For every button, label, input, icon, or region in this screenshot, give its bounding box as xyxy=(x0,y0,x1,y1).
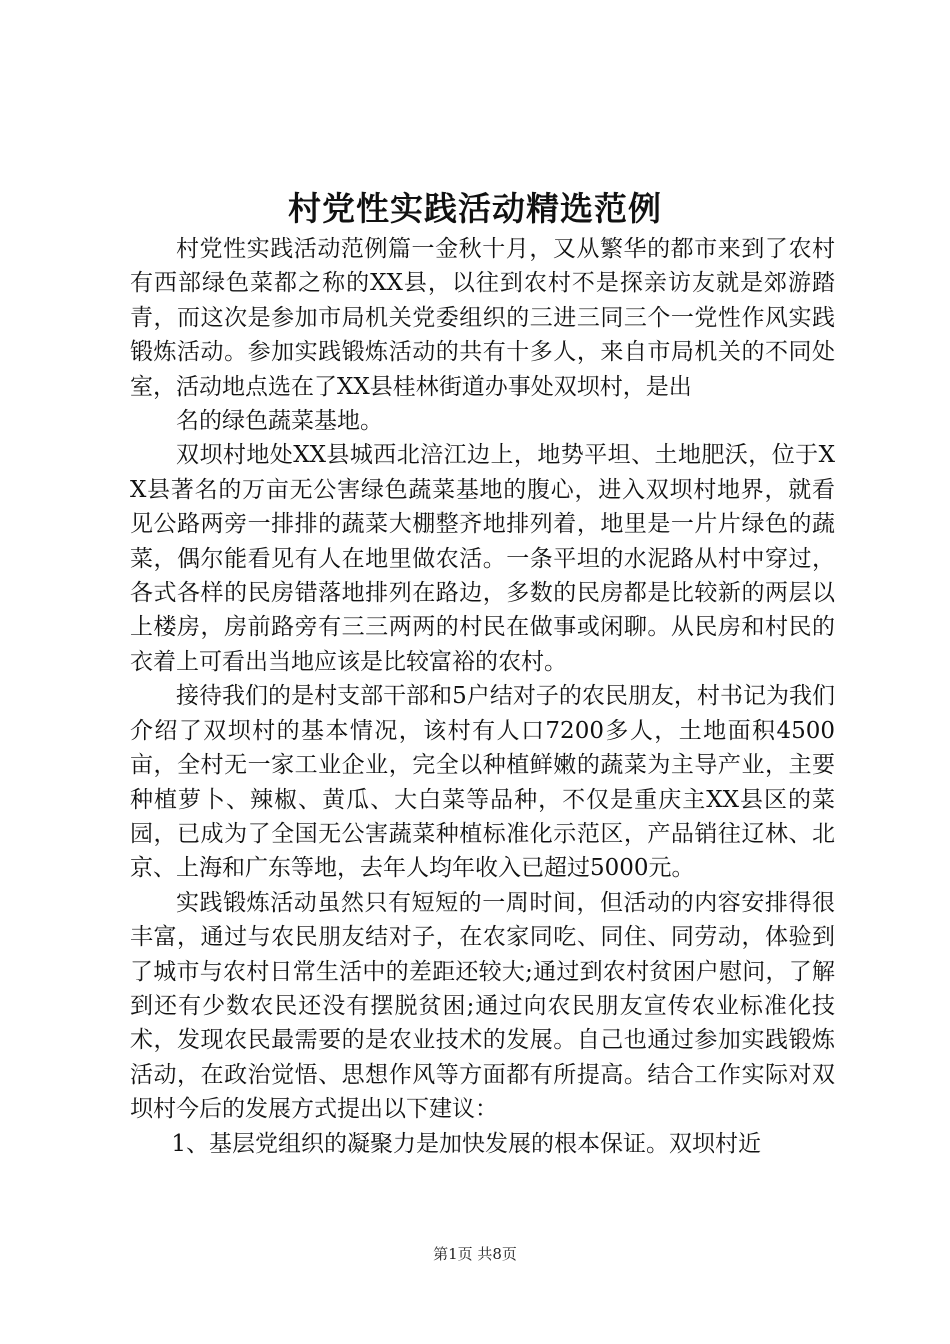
document-body xyxy=(130,232,835,1161)
document-title: 村党性实践活动精选范例 xyxy=(288,189,662,228)
paragraph-intro: 村党性实践活动范例篇一金秋十月，又从繁华的都市来到了农村有西部绿色菜都之称的XX县，以往到农村不是探亲访友就是郊游踏青，而这次是参加市局机关党委组织的三进三同三个一党性作风实践锻炼活动。参加实践锻炼活动的共有十多人，来自市局机关的不同处室，活动地点选在了XX县桂林街道办事处双坝村，是出 xyxy=(130,236,835,400)
paragraph-suggestion-1: 1、基层党组织的凝聚力是加快发展的根本保证。双坝村近 xyxy=(171,1130,762,1157)
paragraph-village-overview: 接待我们的是村支部干部和5户结对子的农民朋友，村书记为我们介绍了双坝村的基本情况，该村有人口7200多人，土地面积4500亩，全村无一家工业企业，完全以种植鲜嫩的蔬菜为主导产业，主要种植萝卜、辣椒、黄瓜、大白菜等品种，不仅是重庆主XX县区的菜园，已成为了全国无公害蔬菜种植标准化示范区，产品销往辽林、北京、上海和广东等地，去年人均年收入已超过5000元。 xyxy=(130,683,835,882)
paragraph-activity-summary: 实践锻炼活动虽然只有短短的一周时间，但活动的内容安排得很丰富，通过与农民朋友结对子，在农家同吃、同住、同劳动，体验到了城市与农村日常生活中的差距还较大;通过到农村贫困户慰问，了解到还有少数农民还没有摆脱贫困;通过向农民朋友宣传农业标准化技术，发现农民最需要的是农业技术的发展。自己也通过参加实践锻炼活动，在政治觉悟、思想作风等方面都有所提高。结合工作实际对双坝村今后的发展方式提出以下建议： xyxy=(130,889,835,1123)
paragraph-intro-continued: 名的绿色蔬菜基地。 xyxy=(176,408,383,435)
paragraph-village-description: 双坝村地处XX县城西北涪江边上，地势平坦、土地肥沃，位于XX县著名的万亩无公害绿色蔬菜基地的腹心，进入双坝村地界，就看见公路两旁一排排的蔬菜大棚整齐地排列着，地里是一片片绿色的蔬菜，偶尔能看见有人在地里做农活。一条平坦的水泥路从村中穿过，各式各样的民房错落地排列在路边，多数的民房都是比较新的两层以上楼房，房前路旁有三三两两的村民在做事或闲聊。从民房和村民的衣着上可看出当地应该是比较富裕的农村。 xyxy=(130,442,835,675)
page-footer: 第1页 共8页 xyxy=(433,1245,517,1263)
